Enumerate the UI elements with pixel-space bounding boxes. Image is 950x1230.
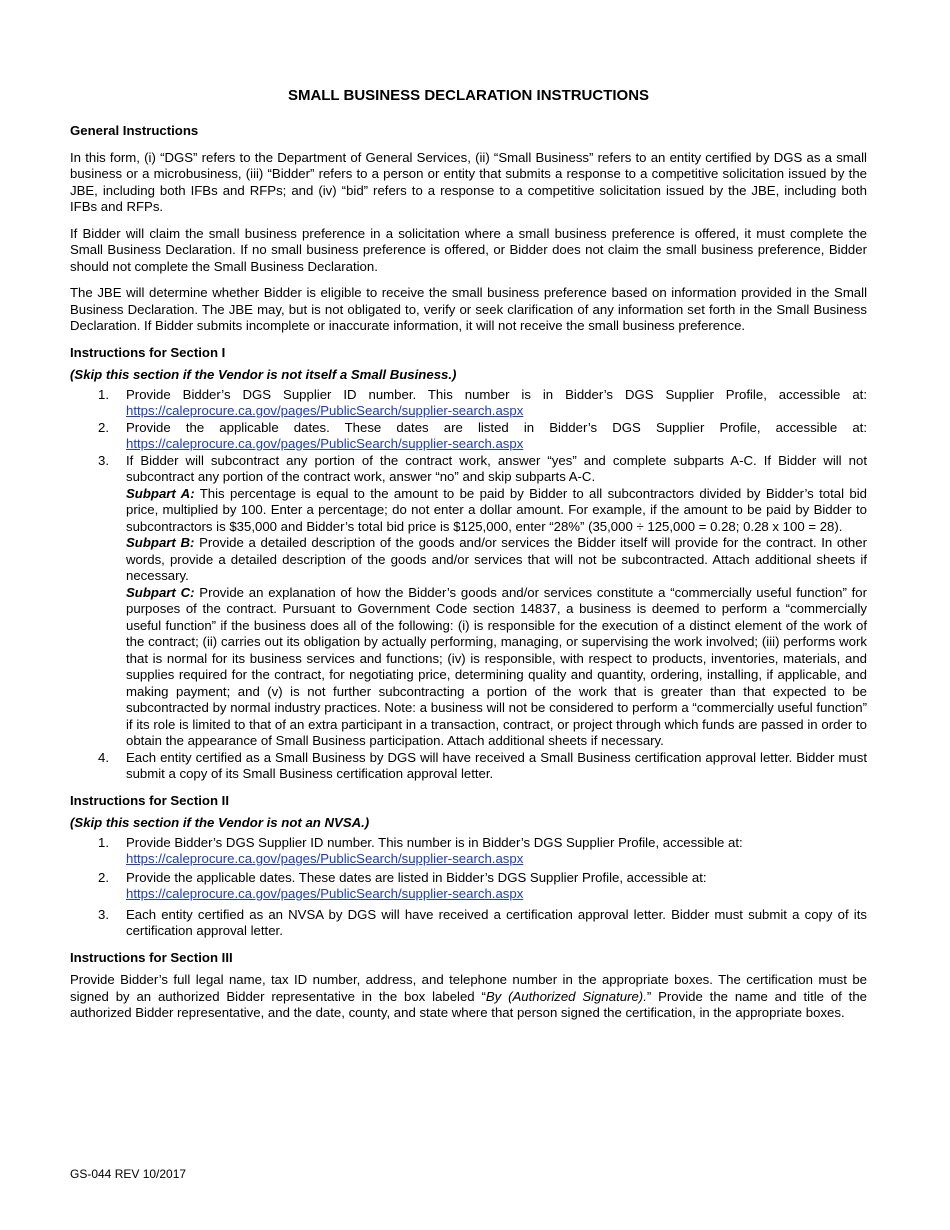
item-text: Provide Bidder’s DGS Supplier ID number. This number is in Bidder’s DGS Supplier Profile, accessible at:	[126, 834, 743, 850]
subpart-b-label: Subpart B:	[126, 535, 195, 550]
general-paragraph-3: The JBE will determine whether Bidder is eligible to receive the small business preference based on information provided in the Small Business Declaration. The JBE may, but is not obligated to, verify or seek clarification of any information set forth in the Small Business Declaration. If Bidder submits incomplete or inaccurate information, it will not receive the small business preference.	[70, 285, 867, 333]
general-paragraph-2: If Bidder will claim the small business preference in a solicitation where a small business preference is offered, it must complete the Small Business Declaration. If no small business preference is offered, or Bidder does not claim the small business preference, Bidder should not complete the Small Business Declaration.	[70, 225, 867, 274]
subpart-a	[126, 486, 867, 536]
general-heading: General Instructions	[70, 123, 199, 138]
subpart-b	[126, 535, 867, 585]
section3-text-b: ” Provide the name and title of the authorized Bidder representative, and the date, county, and state where that person signed the certification, in the appropriate boxes.	[70, 988, 867, 1020]
subpart-c	[126, 585, 867, 750]
section1-skip-note: (Skip this section if the Vendor is not itself a Small Business.)	[70, 367, 457, 382]
item-text: Provide Bidder’s DGS Supplier ID number. This number is in Bidder’s DGS Supplier Profile, accessible at:	[126, 386, 867, 402]
form-footer: GS-044 REV 10/2017	[70, 1167, 187, 1181]
general-paragraph-1: In this form, (i) “DGS” refers to the Department of General Services, (ii) “Small Business” refers to an entity certified by DGS as a small business or a microbusiness, (iii) “Bidder” refers to a person or entity that submits a response to a competitive solicitation issued by the JBE, including both IFBs and RFPs; and (iv) “bid” refers to a response to a competitive solicitation issued by the JBE, including both IFBs and RFPs.	[70, 149, 867, 214]
item-text: Each entity certified as a Small Business by DGS will have received a Small Business certification approval letter. Bidder must submit a copy of its Small Business certification approval letter.	[126, 749, 867, 781]
supplier-search-link[interactable]: https://caleprocure.ca.gov/pages/PublicSearch/supplier-search.aspx	[126, 403, 524, 418]
supplier-search-link[interactable]: https://caleprocure.ca.gov/pages/PublicSearch/supplier-search.aspx	[126, 851, 524, 866]
section1-list	[70, 387, 867, 783]
section1-item-2	[70, 420, 867, 453]
section1-item-1	[70, 387, 867, 420]
subpart-c-text: Provide an explanation of how the Bidder’s goods and/or services constitute a “commercially useful function” for purposes of the contract. Pursuant to Government Code section 14837, a business is deemed to perform a “commercially useful function” if the business does all of the following: (i) is responsible for the execution of a distinct element of the work of the contract; (ii) carries out its obligation by actually performing, managing, or supervising the work involved; (iii) performs work that is normal for its business services and functions; (iv) is responsible, with respect to products, inventories, materials, and supplies required for the contract, for negotiating price, determining quality and quantity, ordering, installing, if applicable, and making payment; and (v) is not further subcontracting a portion of the work that is greater than that expected to be subcontracted by normal industry practices. Note: a business will not be considered to perform a “commercially useful function” if its role is limited to that of an extra participant in a transaction, contract, or project through which funds are passed in order to obtain the appearance of Small Business participation. Attach additional sheets if necessary.	[126, 584, 867, 748]
list-number: 4.	[98, 749, 109, 765]
section1-heading: Instructions for Section I	[70, 344, 226, 360]
section2-item-3	[70, 907, 867, 940]
item-text: If Bidder will subcontract any portion of the contract work, answer “yes” and complete subparts A-C. If Bidder will not subcontract any portion of the contract work, answer “no” and skip subparts A-C.	[126, 452, 867, 484]
supplier-search-link[interactable]: https://caleprocure.ca.gov/pages/PublicSearch/supplier-search.aspx	[126, 436, 524, 451]
subpart-c-label: Subpart C:	[126, 584, 195, 600]
section3-heading: Instructions for Section III	[70, 949, 233, 965]
section3-paragraph	[70, 972, 867, 1022]
subpart-a-text: This percentage is equal to the amount to be paid by Bidder to all subcontractors divided by Bidder’s total bid price, multiplied by 100. Enter a percentage; do not enter a dollar amount. For example, if the amount to be paid by Bidder to subcontractors is $35,000 and Bidder’s total bid price is $125,000, enter “28%” (35,000 ÷ 125,000 = 0.28; 0.28 x 100 = 28).	[126, 485, 867, 534]
list-number: 3.	[98, 452, 109, 468]
section3-text-a: Provide Bidder’s full legal name, tax ID number, address, and telephone number in the appropriate boxes. The certification must be signed by an authorized Bidder representative in the box labeled “	[70, 972, 867, 1004]
list-number: 3.	[98, 906, 109, 922]
list-number: 1.	[98, 834, 109, 850]
list-number: 2.	[98, 869, 109, 885]
section1-item-3	[70, 453, 867, 750]
section2-item-2	[70, 870, 867, 903]
item-text: Provide the applicable dates. These dates are listed in Bidder’s DGS Supplier Profile, accessible at:	[126, 869, 707, 885]
page-title: SMALL BUSINESS DECLARATION INSTRUCTIONS	[287, 87, 650, 104]
section3-text-italic: By (Authorized Signature).	[485, 988, 647, 1004]
item-text: Each entity certified as an NVSA by DGS will have received a certification approval letter. Bidder must submit a copy of its certification approval letter.	[126, 906, 867, 938]
document-page	[70, 87, 867, 1032]
list-number: 1.	[98, 386, 109, 402]
section2-skip-note: (Skip this section if the Vendor is not an NVSA.)	[70, 815, 370, 830]
subpart-b-text: Provide a detailed description of the goods and/or services the Bidder itself will provide for the contract. In other words, provide a detailed description of the goods and/or services that will not be subcontracted. Attach additional sheets if necessary.	[126, 535, 867, 583]
section1-item-4	[70, 750, 867, 783]
subpart-a-label: Subpart A:	[126, 485, 195, 501]
supplier-search-link[interactable]: https://caleprocure.ca.gov/pages/PublicSearch/supplier-search.aspx	[126, 886, 524, 901]
item-text: Provide the applicable dates. These dates are listed in Bidder’s DGS Supplier Profile, accessible at:	[126, 419, 867, 435]
section2-list	[70, 835, 867, 940]
section2-heading: Instructions for Section II	[70, 792, 229, 808]
section2-item-1	[70, 835, 867, 868]
list-number: 2.	[98, 419, 109, 435]
